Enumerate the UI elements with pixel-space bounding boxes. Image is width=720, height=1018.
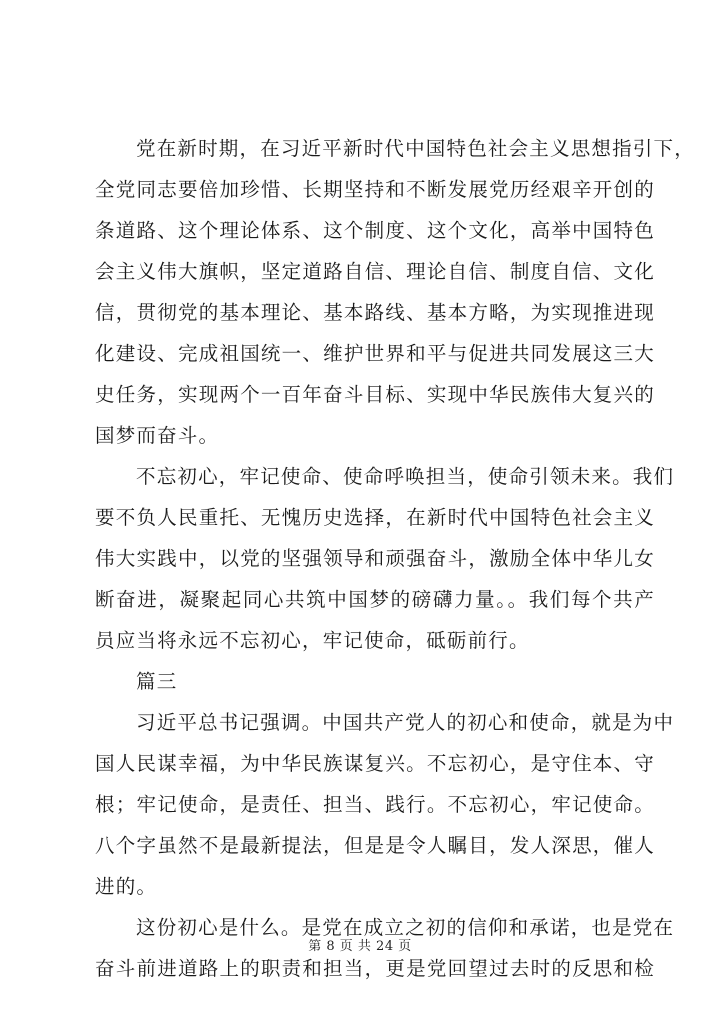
text-line: 断奋进，凝聚起同心共筑中国梦的磅礴力量。。我们每个共产 (95, 588, 655, 611)
text-line: 八个字虽然不是最新提法，但是是令人瞩目，发人深思，催人 (95, 834, 655, 857)
text-line: 条道路、这个理论体系、这个制度、这个文化，高举中国特色 (95, 219, 655, 242)
text-line: 员应当将永远不忘初心，牢记使命，砥砺前行。 (95, 629, 530, 652)
text-line: 这份初心是什么。是党在成立之初的信仰和承诺，也是党在 (136, 916, 675, 939)
text-line: 奋斗前进道路上的职责和担当，更是党回望过去时的反思和检 (95, 957, 655, 980)
text-line: 国梦而奋斗。 (95, 424, 220, 447)
text-line: 国人民谋幸福，为中华民族谋复兴。不忘初心，是守住本、守 (95, 752, 655, 775)
text-line: 伟大实践中，以党的坚强领导和顽强奋斗，激励全体中华儿女 (95, 547, 655, 570)
text-line: 会主义伟大旗帜，坚定道路自信、理论自信、制度自信、文化 (95, 260, 655, 283)
text-line: 信，贯彻党的基本理论、基本路线、基本方略，为实现推进现 (95, 301, 655, 324)
text-line: 党在新时期，在习近平新时代中国特色社会主义思想指引下， (136, 137, 695, 160)
text-line: 不忘初心，牢记使命、使命呼唤担当，使命引领未来。我们 (136, 465, 675, 488)
text-line: 要不负人民重托、无愧历史选择，在新时代中国特色社会主义 (95, 506, 655, 529)
text-line: 进的。 (95, 875, 158, 898)
text-line: 史任务，实现两个一百年奋斗目标、实现中华民族伟大复兴的 (95, 383, 655, 406)
document-body (95, 128, 695, 989)
text-line: 化建设、完成祖国统一、维护世界和平与促进共同发展这三大 (95, 342, 655, 365)
section-heading: 篇三 (136, 670, 178, 693)
text-line: 习近平总书记强调。中国共产党人的初心和使命，就是为中 (136, 711, 675, 734)
page-number-footer: 第 8 页 共 24 页 (308, 939, 412, 954)
text-line: 全党同志要倍加珍惜、长期坚持和不断发展党历经艰辛开创的 (95, 178, 655, 201)
text-line: 根；牢记使命，是责任、担当、践行。不忘初心，牢记使命。 (95, 793, 655, 816)
